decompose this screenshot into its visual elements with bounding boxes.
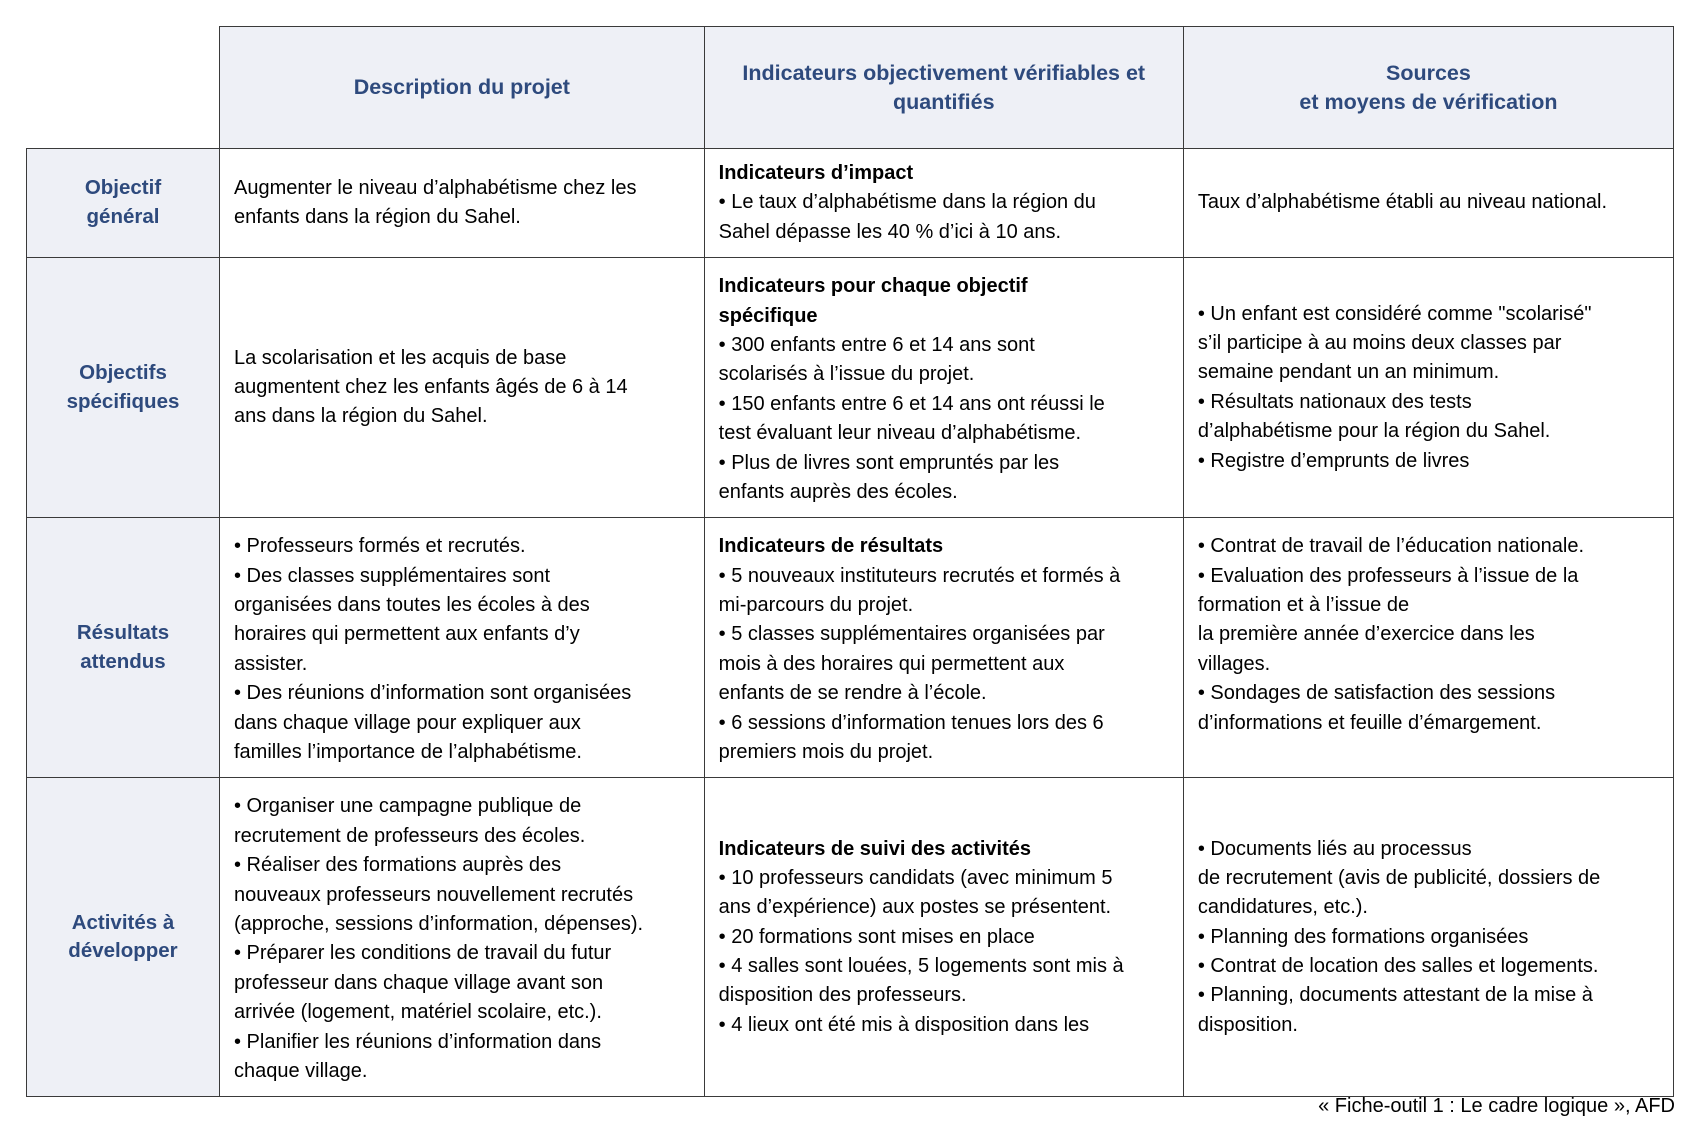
- table-row: [27, 258, 1674, 518]
- cell-text-line: • Planning des formations organisées: [1197, 925, 1529, 948]
- header-corner-cell: [27, 27, 220, 149]
- column-header-sources-line2: et moyens de vérification: [1299, 89, 1558, 114]
- cell-indicateurs-activites: [704, 778, 1183, 1097]
- cell-text-line: la première année d’exercice dans les: [1197, 623, 1535, 646]
- cell-text-line: • Planifier les réunions d’information dans: [233, 1030, 602, 1053]
- row-label-objectif-general: [27, 149, 220, 258]
- table-row: [27, 778, 1674, 1097]
- cell-text-line: d’informations et feuille d’émargement.: [1197, 711, 1542, 734]
- cell-text-line: mi-parcours du projet.: [718, 594, 914, 617]
- cell-text-line: • Professeurs formés et recrutés.: [233, 535, 526, 558]
- row-label-line1: Activités à: [71, 910, 175, 934]
- cell-text-line: scolarisés à l’issue du projet.: [718, 363, 975, 386]
- cell-text-line: • 150 enfants entre 6 et 14 ans ont réussi le: [718, 392, 1105, 415]
- cell-text-line: disposition des professeurs.: [718, 984, 967, 1007]
- cell-text-line: ans dans la région du Sahel.: [233, 405, 488, 428]
- cell-text-line: d’alphabétisme pour la région du Sahel.: [1197, 420, 1551, 443]
- cell-text-line: arrivée (logement, matériel scolaire, etc.).: [233, 1001, 602, 1024]
- cell-text-line: • Un enfant est considéré comme "scolarisé": [1197, 302, 1592, 325]
- cell-heading: Indicateurs de résultats: [718, 535, 944, 558]
- row-label-resultats-attendus: [27, 518, 220, 778]
- cell-description-activites: [219, 778, 704, 1097]
- cell-text-line: semaine pendant un an minimum.: [1197, 361, 1500, 384]
- cell-text-line: Sahel dépasse les 40 % d’ici à 10 ans.: [718, 220, 1062, 243]
- cell-text-line: professeur dans chaque village avant son: [233, 971, 604, 994]
- row-label-objectifs-specifiques: [27, 258, 220, 518]
- cell-text-line: • 6 sessions d’information tenues lors des 6: [718, 711, 1104, 734]
- column-header-indicateurs: [704, 27, 1183, 149]
- cell-text-line: • Planning, documents attestant de la mise à: [1197, 984, 1593, 1007]
- cell-text-line: • Registre d’emprunts de livres: [1197, 449, 1470, 472]
- cell-text-line: • Plus de livres sont empruntés par les: [718, 451, 1060, 474]
- cell-text-line: s’il participe à au moins deux classes par: [1197, 331, 1562, 354]
- cell-text-line: enfants auprès des écoles.: [718, 480, 958, 503]
- column-header-sources-line1: Sources: [1386, 60, 1471, 85]
- cell-heading: Indicateurs de suivi des activités: [718, 837, 1031, 860]
- cell-heading-line2: spécifique: [718, 304, 818, 327]
- cell-text-line: dans chaque village pour expliquer aux: [233, 711, 581, 734]
- row-label-activites-a-developper: [27, 778, 220, 1097]
- cell-sources-objectif-general: [1183, 149, 1673, 258]
- row-label-line1: Résultats: [76, 621, 170, 645]
- table-body: [27, 149, 1674, 1097]
- row-label-line2: spécifiques: [66, 389, 180, 413]
- cell-description-objectifs-specifiques: [219, 258, 704, 518]
- cell-text-line: horaires qui permettent aux enfants d’y: [233, 623, 580, 646]
- column-header-sources: [1183, 27, 1673, 149]
- cell-text-line: organisées dans toutes les écoles à des: [233, 594, 590, 617]
- cell-indicateurs-objectif-general: [704, 149, 1183, 258]
- table-row: [27, 149, 1674, 258]
- cell-sources-activites: [1183, 778, 1673, 1097]
- cell-text-line: • Contrat de travail de l’éducation nationale.: [1197, 535, 1585, 558]
- cell-text-line: • Organiser une campagne publique de: [233, 795, 582, 818]
- cell-text-line: • Evaluation des professeurs à l’issue de la: [1197, 564, 1579, 587]
- column-header-description: [219, 27, 704, 149]
- cell-text-line: candidatures, etc.).: [1197, 896, 1368, 919]
- column-header-description-label: Description du projet: [353, 75, 570, 100]
- column-header-indicateurs-line1: Indicateurs objectivement vérifiables et: [742, 60, 1146, 85]
- cell-text-line: Augmenter le niveau d’alphabétisme chez les: [233, 176, 637, 199]
- cell-text-line: nouveaux professeurs nouvellement recrutés: [233, 883, 634, 906]
- table-row: [27, 518, 1674, 778]
- cell-text-line: premiers mois du projet.: [718, 741, 934, 764]
- cell-text-line: • Des classes supplémentaires sont: [233, 564, 551, 587]
- cell-text-line: familles l’importance de l’alphabétisme.: [233, 741, 582, 764]
- cell-text-line: • 5 classes supplémentaires organisées par: [718, 623, 1105, 646]
- cell-text-line: de recrutement (avis de publicité, dossiers de: [1197, 866, 1601, 889]
- cell-sources-resultats-attendus: [1183, 518, 1673, 778]
- cell-text-line: • Réaliser des formations auprès des: [233, 854, 562, 877]
- cell-text-line: ans d’expérience) aux postes se présentent.: [718, 896, 1112, 919]
- row-label-line1: Objectifs: [79, 361, 167, 385]
- cell-text-line: assister.: [233, 652, 308, 675]
- cell-text-line: chaque village.: [233, 1059, 368, 1082]
- cell-text-line: mois à des horaires qui permettent aux: [718, 652, 1065, 675]
- cell-text-line: • 10 professeurs candidats (avec minimum 5: [718, 866, 1113, 889]
- cell-indicateurs-resultats-attendus: [704, 518, 1183, 778]
- row-label-line2: attendus: [80, 649, 166, 673]
- table-header: [27, 27, 1674, 149]
- cell-description-objectif-general: [219, 149, 704, 258]
- cell-text-line: • Contrat de location des salles et logements.: [1197, 955, 1599, 978]
- cell-heading: Indicateurs d’impact: [718, 162, 914, 184]
- cell-text-line: • Résultats nationaux des tests: [1197, 390, 1472, 413]
- header-row: [27, 27, 1674, 149]
- cell-text-line: disposition.: [1197, 1013, 1298, 1036]
- cell-text-line: Taux d’alphabétisme établi au niveau national.: [1197, 191, 1608, 214]
- cell-indicateurs-objectifs-specifiques: [704, 258, 1183, 518]
- column-header-indicateurs-line2: quantifiés: [892, 89, 995, 114]
- cell-text-line: • Sondages de satisfaction des sessions: [1197, 682, 1556, 705]
- cell-text-line: villages.: [1197, 652, 1271, 675]
- cell-text-line: • 5 nouveaux instituteurs recrutés et formés à: [718, 564, 1121, 587]
- cell-text-line: • Le taux d’alphabétisme dans la région du: [718, 191, 1096, 214]
- cell-text-line: formation et à l’issue de: [1197, 594, 1410, 617]
- source-caption: « Fiche-outil 1 : Le cadre logique », AFD: [1318, 1095, 1675, 1117]
- cell-heading-line1: Indicateurs pour chaque objectif: [718, 275, 1028, 298]
- cell-text-line: enfants de se rendre à l’école.: [718, 682, 987, 705]
- cell-text-line: enfants dans la région du Sahel.: [233, 206, 521, 229]
- row-label-line1: Objectif: [84, 176, 162, 200]
- cell-sources-objectifs-specifiques: [1183, 258, 1673, 518]
- logical-framework-table: [26, 26, 1674, 1097]
- cell-text-line: La scolarisation et les acquis de base: [233, 346, 567, 369]
- cell-text-line: • 300 enfants entre 6 et 14 ans sont: [718, 333, 1035, 356]
- cell-description-resultats-attendus: [219, 518, 704, 778]
- cell-text-line: • Préparer les conditions de travail du futur: [233, 942, 612, 965]
- cell-text-line: • 20 formations sont mises en place: [718, 925, 1035, 948]
- cell-text-line: recrutement de professeurs des écoles.: [233, 824, 586, 847]
- cell-text-line: • Documents liés au processus: [1197, 837, 1472, 860]
- cell-text-line: • Des réunions d’information sont organisées: [233, 682, 632, 705]
- cell-text-line: • 4 salles sont louées, 5 logements sont mis à: [718, 955, 1124, 978]
- cell-text-line: • 4 lieux ont été mis à disposition dans les: [718, 1013, 1090, 1036]
- cell-text-line: augmentent chez les enfants âgés de 6 à 14: [233, 376, 628, 399]
- row-label-line2: général: [86, 205, 160, 229]
- row-label-line2: développer: [68, 939, 178, 963]
- cell-text-line: (approche, sessions d’information, dépenses).: [233, 912, 644, 935]
- cell-text-line: test évaluant leur niveau d’alphabétisme.: [718, 422, 1082, 445]
